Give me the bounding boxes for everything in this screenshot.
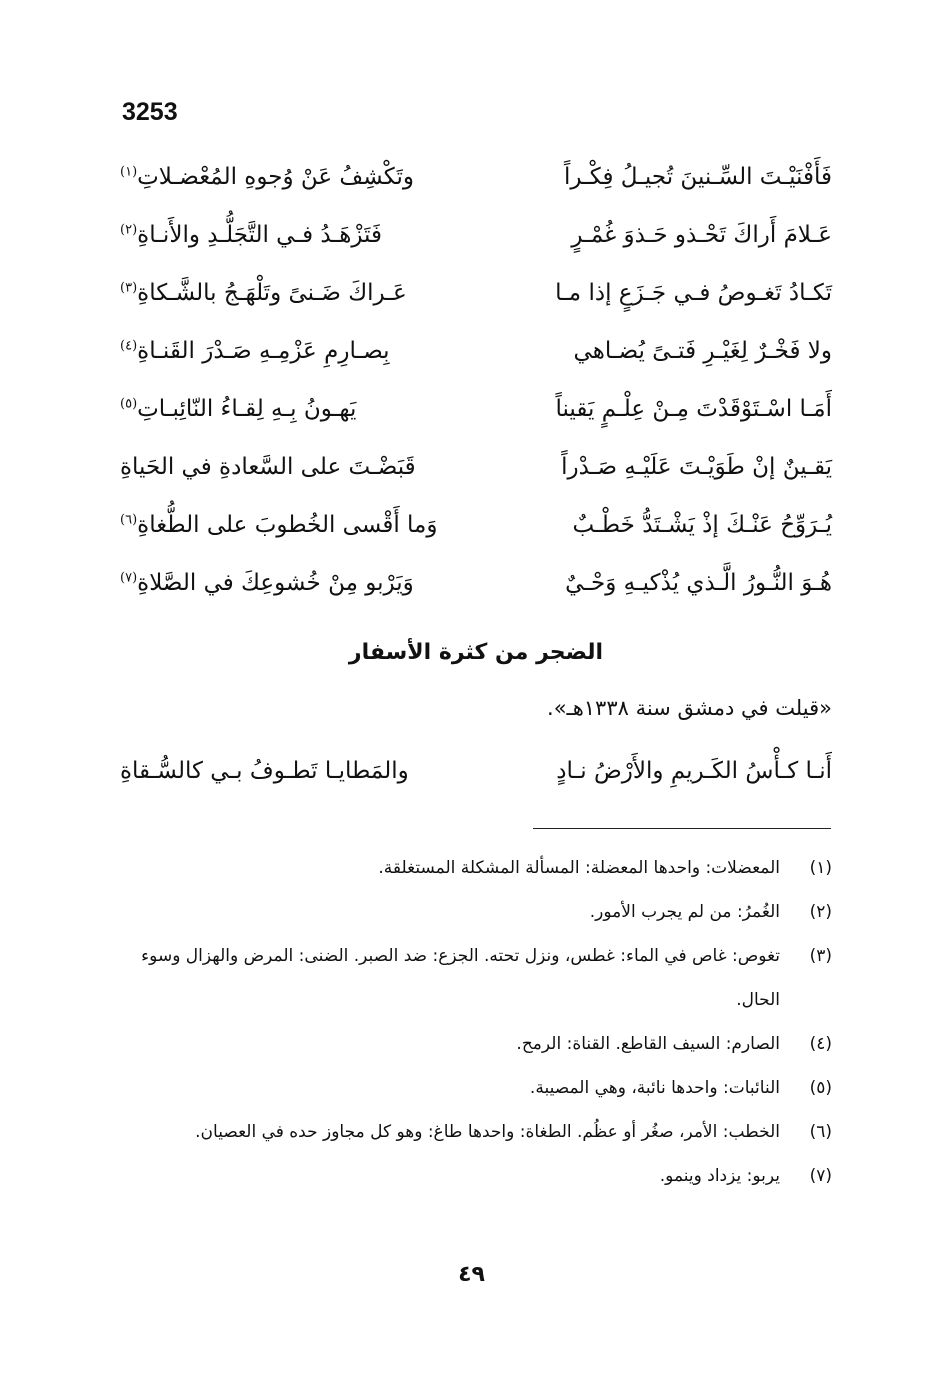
- verse-second-hemistich: [120, 222, 382, 248]
- verse: [120, 206, 832, 264]
- footnote-text: المعضلات: واحدها المعضلة: المسألة المشكلة المستغلقة.: [378, 858, 780, 878]
- verse-first-hemistich: ولا فَخْـرٌ لِغَيْـرِ فَتـىً يُضـاهي: [573, 338, 832, 364]
- footnote-item: [120, 1110, 832, 1154]
- footnote-text: يربو: يزداد وينمو.: [659, 1166, 780, 1186]
- verse-second-hemistich: [120, 164, 414, 190]
- verse: [120, 742, 832, 800]
- verse-second-hemistich: [120, 570, 414, 596]
- verse: [120, 148, 832, 206]
- verse-first-hemistich: هُـوَ النُّـورُ الَّـذي يُذْكيـهِ وَحْـيٌ: [565, 570, 832, 596]
- footnotes: [120, 846, 832, 1198]
- footnote-ref: (٢): [120, 222, 138, 238]
- hemistich-text: عَـراكَ ضَـنىً وتَلْهَـجُ بالشَّـكاةِ: [137, 280, 407, 306]
- footnote-ref: (٥): [120, 396, 138, 412]
- verse-first-hemistich: يَقـينٌ إنْ طَوَيْـتَ عَلَيْـهِ صَـدْراً: [561, 454, 832, 480]
- verse-first-hemistich: عَـلامَ أَراكَ تَحْـذو حَـذوَ غُمْـرٍ: [571, 222, 832, 248]
- footnote-ref: (٦): [120, 512, 138, 528]
- verse-first-hemistich: أَمَـا اسْـتَوْقَدْتَ مِـنْ عِلْـمٍ يَقيناً: [555, 396, 832, 422]
- footnote-item: [120, 1154, 832, 1198]
- footnote-item: [120, 1066, 832, 1110]
- footnote-ref: (٧): [120, 570, 138, 586]
- verse-second-hemistich: [120, 396, 356, 422]
- footnote-number: (٢): [809, 902, 832, 922]
- hemistich-text: يَهـونُ بِـهِ لِقـاءُ النّائِبـاتِ: [137, 396, 357, 422]
- hemistich-text: وَيَرْبو مِنْ خُشوعِكَ في الصَّلاةِ: [137, 570, 414, 596]
- footnote-text: النائبات: واحدها نائبة، وهي المصيبة.: [529, 1078, 780, 1098]
- footnote-text: الغُمرُ: من لم يجرب الأمور.: [589, 902, 780, 922]
- verse-second-hemistich: [120, 338, 390, 364]
- verse-first-hemistich: فَأَفْنَيْـتَ السِّـنينَ تُجيـلُ فِكْـراً: [563, 164, 832, 190]
- hemistich-text: وَما أَقْسى الخُطوبَ على الطُّغاةِ: [137, 512, 438, 538]
- poem-second: [120, 742, 832, 800]
- footnote-number: (٣): [809, 946, 832, 966]
- footnote-item: [120, 934, 832, 1022]
- footnote-text: الخطب: الأمر، صغُر أو عظُم. الطغاة: واحدها طاغ: وهو كل مجاوز حده في العصيان.: [195, 1122, 780, 1142]
- hemistich-text: فَتَزْهَـدُ فـي التَّجَلُّـدِ والأَنـاةِ: [137, 222, 382, 248]
- verse-second-hemistich: والمَطايـا تَطـوفُ بـي كالسُّـقاةِ: [120, 758, 409, 784]
- verse: [120, 264, 832, 322]
- verse-first-hemistich: تَكـادُ تَغـوصُ فـي جَـزَعٍ إذا مـا: [555, 280, 832, 306]
- verse-second-hemistich: [120, 280, 407, 306]
- verse-first-hemistich: يُـرَوِّحُ عَنْـكَ إذْ يَشْـتَدُّ خَطْـبٌ: [572, 512, 832, 538]
- footnote-text: الصارم: السيف القاطع. القناة: الرمح.: [516, 1034, 780, 1054]
- verse: [120, 380, 832, 438]
- footnote-number: (٥): [809, 1078, 832, 1098]
- footnote-item: [120, 1022, 832, 1066]
- footnote-ref: (١): [120, 164, 138, 180]
- page-number-top: 3253: [122, 98, 178, 126]
- verse: [120, 554, 832, 612]
- verse-second-hemistich: [120, 454, 416, 480]
- page-number-bottom: ٤٩: [458, 1262, 485, 1287]
- section-heading: الضجر من كثرة الأسفار: [348, 640, 604, 665]
- hemistich-text: بِصـارِمِ عَزْمِـهِ صَـدْرَ القَنـاةِ: [137, 338, 390, 364]
- footnote-ref: (٤): [120, 338, 138, 354]
- footnote-item: [120, 890, 832, 934]
- footnote-number: (٤): [809, 1034, 832, 1054]
- hemistich-text: وتَكْشِفُ عَنْ وُجوهِ المُعْضـلاتِ: [137, 164, 414, 190]
- verse: [120, 496, 832, 554]
- footnote-text: تغوص: غاص في الماء: غطس، ونزل تحته. الجزع: ضد الصبر. الضنى: المرض والهزال وسوء الحال.: [141, 946, 780, 1010]
- footnote-divider: [533, 828, 831, 829]
- footnote-number: (٦): [809, 1122, 832, 1142]
- footnote-number: (٧): [809, 1166, 832, 1186]
- verse: [120, 322, 832, 380]
- poem: [120, 148, 832, 612]
- hemistich-text: قَبَضْـتَ على السَّعادةِ في الحَياةِ: [120, 454, 416, 480]
- footnote-number: (١): [809, 858, 832, 878]
- verse-second-hemistich: [120, 512, 437, 538]
- footnote-ref: (٣): [120, 280, 138, 296]
- footnote-item: [120, 846, 832, 890]
- occasion-note: «قيلت في دمشق سنة ١٣٣٨هـ».: [547, 696, 832, 720]
- verse: [120, 438, 832, 496]
- verse-first-hemistich: أَنـا كـأْسُ الكَـريمِ والأَرْضُ نـادٍ: [556, 758, 832, 784]
